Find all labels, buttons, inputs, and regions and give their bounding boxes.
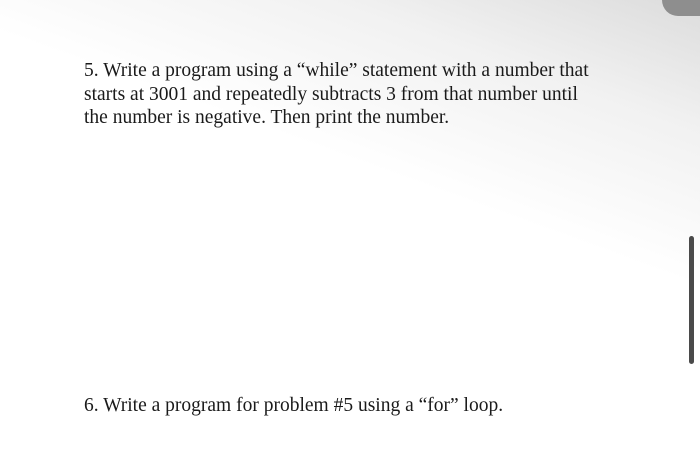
- question-5-line-1: 5. Write a program using a “while” statement with a number that: [84, 60, 589, 81]
- question-5-line-3: the number is negative. Then print the number.: [84, 107, 450, 128]
- question-6-line-1: 6. Write a program for problem #5 using a “for” loop.: [84, 395, 504, 416]
- vertical-scrollbar[interactable]: [689, 236, 694, 364]
- question-5: [84, 59, 644, 130]
- question-5-line-2: starts at 3001 and repeatedly subtracts 3 from that number until: [84, 83, 578, 105]
- corner-tab: [662, 0, 700, 16]
- question-6: [84, 394, 644, 418]
